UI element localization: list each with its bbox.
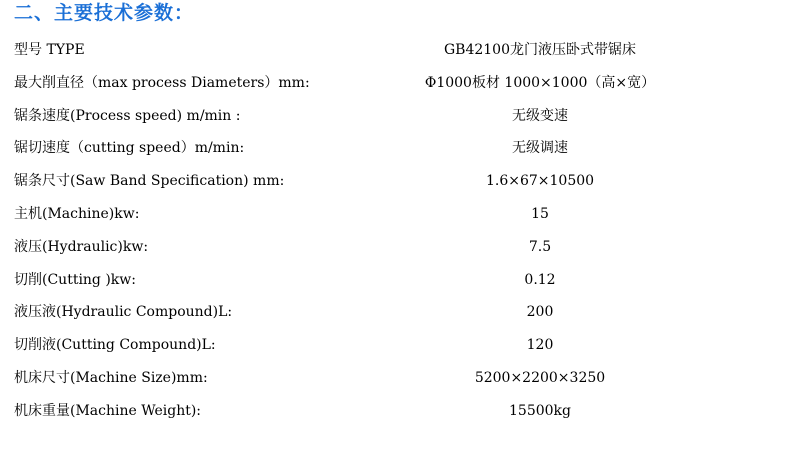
spec-row-machine-weight	[0, 395, 804, 428]
spec-label: 锯条速度(Process speed) m/min :	[14, 107, 241, 124]
spec-label: 切削液(Cutting Compound)L:	[14, 337, 216, 354]
spec-value: 15500kg	[509, 402, 571, 419]
section-heading: 二、主要技术参数：	[14, 2, 195, 24]
spec-row-cutting-compound	[0, 329, 804, 362]
spec-label: 液压(Hydraulic)kw:	[14, 238, 149, 255]
spec-value: 200	[526, 304, 554, 321]
spec-row-hydraulic-compound	[0, 296, 804, 329]
spec-label: 液压液(Hydraulic Compound)L:	[14, 304, 233, 321]
spec-value: 5200×2200×3250	[474, 369, 606, 386]
spec-row-model	[0, 34, 804, 67]
spec-label: 锯条尺寸(Saw Band Specification) mm:	[14, 173, 285, 190]
spec-value: Φ1000板材 1000×1000（高×宽）	[424, 74, 656, 91]
spec-row-max-diameter	[0, 67, 804, 100]
spec-row-cutting-power	[0, 264, 804, 297]
spec-label: 切削(Cutting )kw:	[14, 271, 136, 288]
spec-list	[0, 34, 804, 428]
spec-row-machine-power	[0, 198, 804, 231]
spec-label: 型号 TYPE	[14, 42, 85, 58]
spec-label: 主机(Machine)kw:	[14, 205, 140, 222]
spec-row-process-speed	[0, 100, 804, 133]
spec-label: 最大削直径（max process Diameters）mm:	[14, 74, 310, 91]
spec-row-saw-band	[0, 165, 804, 198]
spec-row-cutting-speed	[0, 132, 804, 165]
spec-row-hydraulic-power	[0, 231, 804, 264]
spec-value: 0.12	[524, 271, 556, 288]
spec-value: GB42100龙门液压卧式带锯床	[443, 42, 637, 58]
spec-value: 1.6×67×10500	[485, 173, 595, 190]
spec-label: 机床尺寸(Machine Size)mm:	[14, 369, 208, 386]
spec-row-machine-size	[0, 362, 804, 395]
spec-value: 120	[526, 337, 554, 354]
spec-label: 机床重量(Machine Weight):	[14, 402, 202, 419]
spec-value: 15	[531, 205, 549, 222]
spec-value: 7.5	[528, 238, 552, 255]
spec-value: 无级调速	[512, 140, 568, 157]
spec-value: 无级变速	[512, 107, 568, 124]
spec-label: 锯切速度（cutting speed）m/min:	[14, 140, 245, 157]
